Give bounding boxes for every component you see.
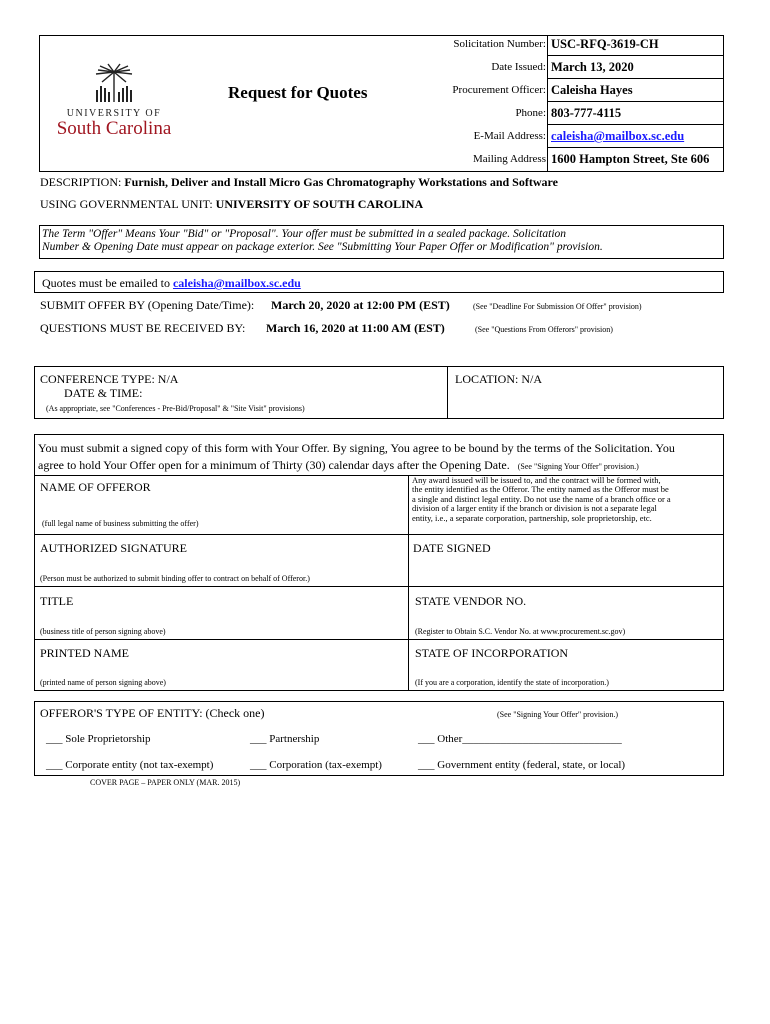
procurement-officer-label: Procurement Officer: [452,84,546,96]
palmetto-tree-icon [44,62,184,106]
email-label: E-Mail Address: [473,130,546,142]
questions-value: March 16, 2020 at 11:00 AM (EST) [266,321,445,335]
mailing-address-label: Mailing Address [472,153,546,165]
sig-row-line [34,639,724,640]
title-note: (business title of person signing above) [40,627,166,636]
governmental-unit-row [40,197,423,212]
date-signed-label[interactable]: DATE SIGNED [413,541,491,555]
conference-datetime: DATE & TIME: [64,386,143,400]
procurement-officer-value: Caleisha Hayes [551,83,633,97]
printed-name-note: (printed name of person signing above) [40,678,166,687]
solicitation-number-label: Solicitation Number: [453,38,546,50]
award-text-line: Any award issued will be issued to, and the contract will be formed with, [412,475,661,485]
header-row-line [547,55,724,56]
description-value: Furnish, Deliver and Install Micro Gas Chromatography Workstations and Software [124,175,558,189]
signature-intro-line2: agree to hold Your Offer open for a minimum of Thirty (30) calendar days after the Opening Date. [38,458,510,472]
state-incorporation-label[interactable]: STATE OF INCORPORATION [415,646,569,660]
signature-intro-note: (See "Signing Your Offer" provision.) [517,462,639,471]
authorized-signature-label[interactable]: AUTHORIZED SIGNATURE [40,541,187,555]
page-title: Request for Quotes [228,83,368,102]
description-row [40,175,558,190]
header-row-line [547,124,724,125]
entity-option-sole-proprietorship[interactable]: ___ Sole Proprietorship [46,733,151,745]
page-footer: COVER PAGE – PAPER ONLY (MAR. 2015) [90,778,241,787]
signature-intro-line1: You must submit a signed copy of this form with Your Offer. By signing, You agree to be bound by the terms of the Solicitation. You [38,441,675,455]
award-text-line: the entity identified as the Offeror. The entity named as the Offeror must be [412,484,669,495]
date-issued-value: March 13, 2020 [551,60,634,74]
submit-value: March 20, 2020 at 12:00 PM (EST) [271,298,450,312]
email-notice-link[interactable]: caleisha@mailbox.sc.edu [172,276,301,290]
phone-label: Phone: [515,107,546,119]
sig-row-line [34,586,724,587]
logo-line2: South Carolina [56,118,172,139]
header-row-line [547,101,724,102]
entity-type-label: OFFEROR'S TYPE OF ENTITY: (Check one) [40,706,265,720]
unit-label: USING GOVERNMENTAL UNIT: [40,197,213,211]
entity-option-government[interactable]: ___ Government entity (federal, state, or local) [418,759,626,771]
email-notice-text: Quotes must be emailed to [42,276,173,290]
entity-option-corporate[interactable]: ___ Corporate entity (not tax-exempt) [46,759,214,771]
questions-note: (See "Questions From Offerors" provision) [475,325,613,334]
date-issued-label: Date Issued: [491,61,546,73]
entity-option-other[interactable]: ___ Other_____________________________ [418,733,622,745]
entity-type-note: (See "Signing Your Offer" provision.) [497,710,619,719]
entity-option-corporation-tax-exempt[interactable]: ___ Corporation (tax-exempt) [250,759,382,771]
name-of-offeror-note: (full legal name of business submitting the offer) [42,519,199,528]
state-vendor-note: (Register to Obtain S.C. Vendor No. at www.procurement.sc.gov) [415,627,626,636]
entity-option-partnership[interactable]: ___ Partnership [250,733,320,745]
state-incorporation-note: (If you are a corporation, identify the state of incorporation.) [415,678,609,687]
description-label: DESCRIPTION: [40,175,122,189]
submit-label: SUBMIT OFFER BY (Opening Date/Time): [40,298,255,312]
offer-notice-line1: The Term "Offer" Means Your "Bid" or "Proposal". Your offer must be submitted in a sealed package. Solicitation [42,228,567,240]
conference-note: (As appropriate, see "Conferences - Pre-Bid/Proposal" & "Site Visit" provisions) [46,404,305,413]
phone-value: 803-777-4115 [551,106,622,120]
header-row-line [547,147,724,148]
email-notice [42,276,301,291]
state-vendor-label[interactable]: STATE VENDOR NO. [415,594,527,608]
conference-type: CONFERENCE TYPE: N/A [40,372,179,386]
sig-col-line [408,475,409,691]
award-text-line: division of a larger entity if the branch or division is not a separate legal [412,503,657,514]
submit-note: (See "Deadline For Submission Of Offer" provision) [473,302,642,311]
logo-line1: UNIVERSITY OF [66,108,162,119]
award-text [412,476,671,523]
signature-intro-line2-row [38,456,639,474]
questions-label: QUESTIONS MUST BE RECEIVED BY: [40,321,246,335]
university-logo [44,62,184,142]
header-row-line [547,78,724,79]
offer-notice-line2: Number & Opening Date must appear on package exterior. See "Submitting Your Paper Offer or Modification" provision. [42,241,603,253]
sig-row-line [34,534,724,535]
unit-value: UNIVERSITY OF SOUTH CAROLINA [215,197,424,211]
conference-divider [447,366,448,419]
award-text-line: entity, i.e., a separate corporation, partnership, sole proprietorship, etc. [412,512,652,523]
award-text-line: a single and distinct legal entity. Do not use the name of a branch office or a [412,493,671,504]
conference-location: LOCATION: N/A [455,372,542,386]
solicitation-number-value: USC-RFQ-3619-CH [551,37,659,51]
authorized-signature-note: (Person must be authorized to submit binding offer to contract on behalf of Offeror.) [40,574,310,583]
title-label[interactable]: TITLE [40,594,74,608]
mailing-address-value: 1600 Hampton Street, Ste 606 [551,152,710,166]
printed-name-label[interactable]: PRINTED NAME [40,646,129,660]
name-of-offeror-label[interactable]: NAME OF OFFEROR [40,480,151,494]
email-link[interactable]: caleisha@mailbox.sc.edu [551,129,685,143]
